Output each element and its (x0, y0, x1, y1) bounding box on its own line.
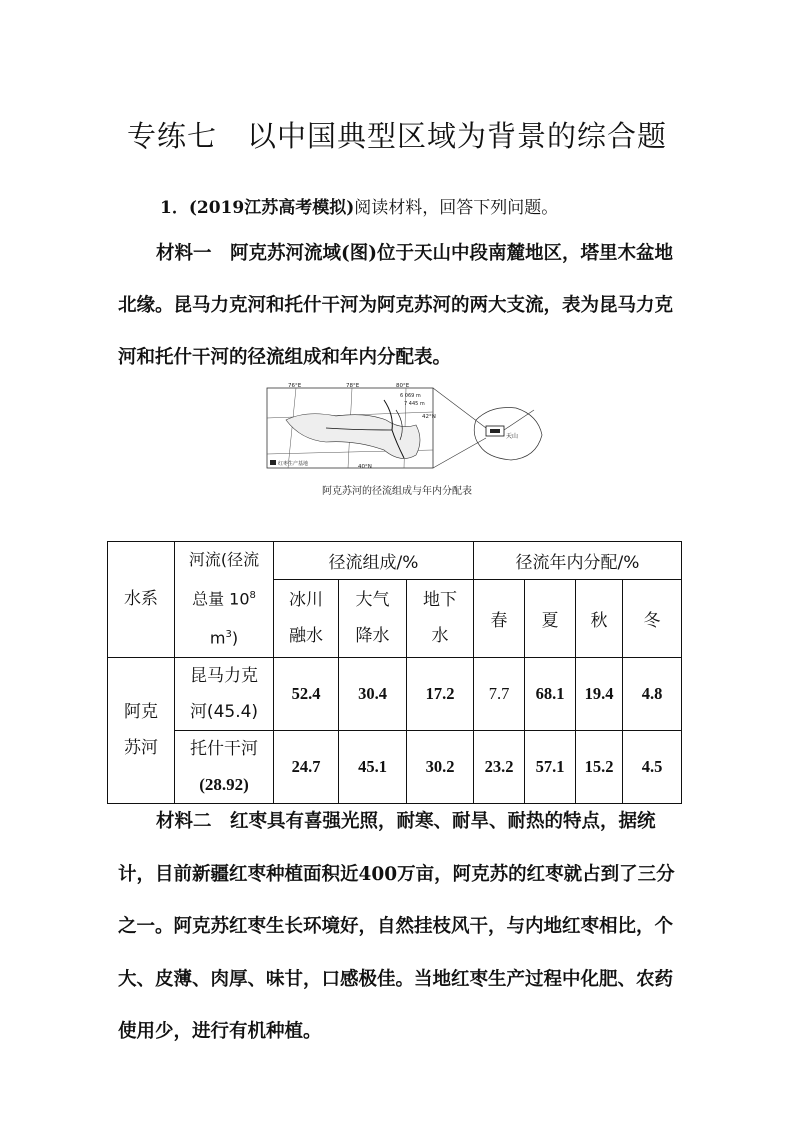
ground-value: 30.2 (407, 730, 474, 803)
glacier-value: 24.7 (274, 730, 339, 803)
precip-value: 30.4 (339, 657, 407, 730)
summer-value: 57.1 (525, 730, 576, 803)
lat-label: 40°N (358, 464, 372, 470)
autumn-value: 15.2 (576, 730, 623, 803)
winter-value: 4.5 (623, 730, 682, 803)
river-name: 昆马力克 河(45.4) (175, 657, 274, 730)
legend-label: 红枣生产基地 (278, 461, 309, 467)
question-header (160, 193, 558, 218)
lon-label: 76°E (288, 383, 302, 389)
river-basin-map (266, 380, 546, 472)
header-precipitation: 大气 降水 (339, 580, 407, 657)
question-source: (2019江苏高考模拟) (188, 198, 355, 218)
header-river: 河流(径流 总量 $10^8$ $m^3$) (175, 542, 274, 658)
header-glacier: 冰川 融水 (274, 580, 339, 657)
spring-value: 23.2 (474, 730, 525, 803)
question-number: 1． (160, 198, 189, 218)
system-cell: 阿克 苏河 (108, 657, 175, 803)
material-two: 材料二 红枣具有喜强光照，耐寒、耐旱、耐热的特点，据统计，目前新疆红枣种植面积近400万亩，阿克苏的红枣就占到了三分之一。阿克苏红枣生长环境好，自然挂枝风干，与内地红枣相比，个大、皮薄、肉厚、味甘，口感极佳。当地红枣生产过程中化肥、农药使用少，进行有机种植。 (118, 811, 675, 1042)
header-distribution: 径流年内分配/% (474, 542, 682, 580)
spring-value: 7.7 (474, 657, 525, 730)
header-autumn: 秋 (576, 580, 623, 657)
lat-label: 42°N (422, 414, 436, 420)
inset-label: 天山 (506, 433, 519, 440)
header-system: 水系 (108, 542, 175, 658)
header-groundwater: 地下 水 (407, 580, 474, 657)
material-one: 材料一 阿克苏河流域(图)位于天山中段南麓地区，塔里木盆地北缘。昆马力克河和托什干河为阿克苏河的两大支流，表为昆马力克河和托什干河的径流组成和年内分配表。 (118, 243, 674, 368)
figure-caption: 阿克苏河的径流组成与年内分配表 (322, 486, 472, 497)
ground-value: 17.2 (407, 657, 474, 730)
precip-value: 45.1 (339, 730, 407, 803)
glacier-value: 52.4 (274, 657, 339, 730)
elevation-label: 7 445 m (404, 401, 425, 407)
river-name: 托什干河 (28.92) (175, 730, 274, 803)
summer-value: 68.1 (525, 657, 576, 730)
runoff-table (107, 541, 682, 804)
elevation-label: 6 069 m (400, 393, 421, 399)
header-winter: 冬 (623, 580, 682, 657)
autumn-value: 19.4 (576, 657, 623, 730)
question-prompt: 阅读材料，回答下列问题。 (354, 198, 559, 218)
header-composition: 径流组成/% (274, 542, 474, 580)
lon-label: 78°E (346, 383, 360, 389)
page-title: 专练七 以中国典型区域为背景的综合题 (126, 119, 667, 153)
lon-label: 80°E (396, 383, 410, 389)
winter-value: 4.8 (623, 657, 682, 730)
header-summer: 夏 (525, 580, 576, 657)
header-spring: 春 (474, 580, 525, 657)
